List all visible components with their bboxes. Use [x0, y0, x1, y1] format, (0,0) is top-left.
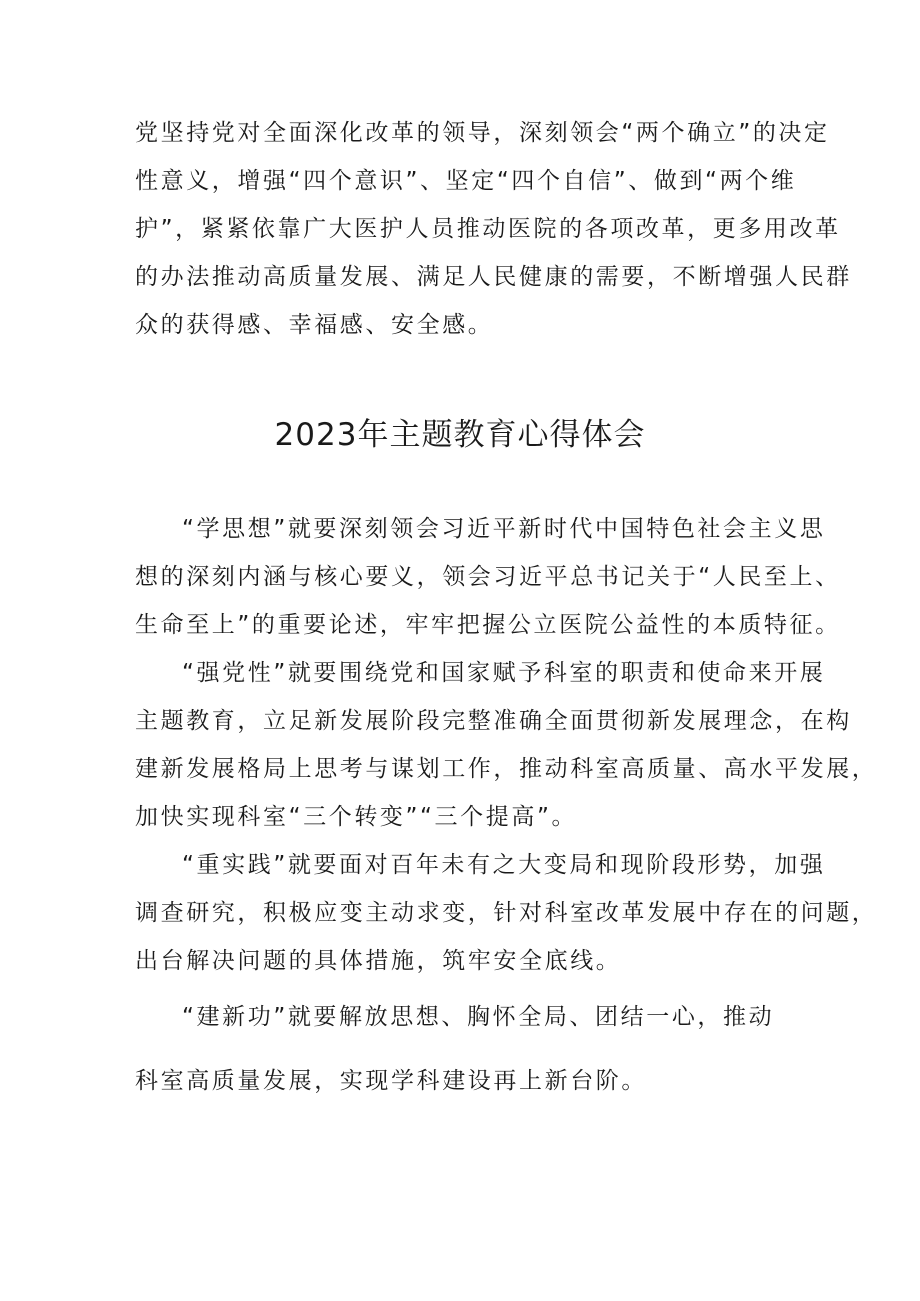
intro-line-3: 护”，紧紧依靠广大医护人员推动医院的各项改革，更多用改革 [135, 216, 841, 242]
paragraph-line: 主题教育，立足新发展阶段完整准确全面贯彻新发展理念，在构 [135, 708, 852, 734]
page-title: 2023年主题教育心得体会 [274, 417, 646, 453]
paragraph-line: “强党性”就要围绕党和国家赋予科室的职责和使命来开展 [182, 660, 826, 686]
intro-line-2: 性意义，增强“四个意识”、坚定“四个自信”、做到“两个维 [135, 168, 797, 194]
paragraph-line: “建新功”就要解放思想、胸怀全局、团结一心，推动 [182, 1004, 775, 1030]
paragraph-line: 出台解决问题的具体措施，筑牢安全底线。 [135, 948, 622, 974]
paragraph-line: 建新发展格局上思考与谋划工作，推动科室高质量、高水平发展， [135, 756, 878, 782]
paragraph-line: 想的深刻内涵与核心要义，领会习近平总书记关于“人民至上、 [135, 564, 841, 590]
paragraph-line: 生命至上”的重要论述，牢牢把握公立医院公益性的本质特征。 [135, 612, 841, 638]
paragraph-line: “学思想”就要深刻领会习近平新时代中国特色社会主义思 [182, 516, 826, 542]
intro-line-5: 众的获得感、幸福感、安全感。 [135, 312, 494, 338]
paragraph-line: 加快实现科室“三个转变”“三个提高”。 [135, 804, 578, 830]
paragraph-line: 调查研究，积极应变主动求变，针对科室改革发展中存在的问题， [135, 900, 878, 926]
intro-line-1: 党坚持党对全面深化改革的领导，深刻领会“两个确立”的决定 [135, 120, 830, 146]
paragraph-line: “重实践”就要面对百年未有之大变局和现阶段形势，加强 [182, 852, 826, 878]
paragraph-line: 科室高质量发展，实现学科建设再上新台阶。 [135, 1068, 647, 1094]
intro-line-4: 的办法推动高质量发展、满足人民健康的需要，不断增强人民群 [135, 264, 852, 290]
